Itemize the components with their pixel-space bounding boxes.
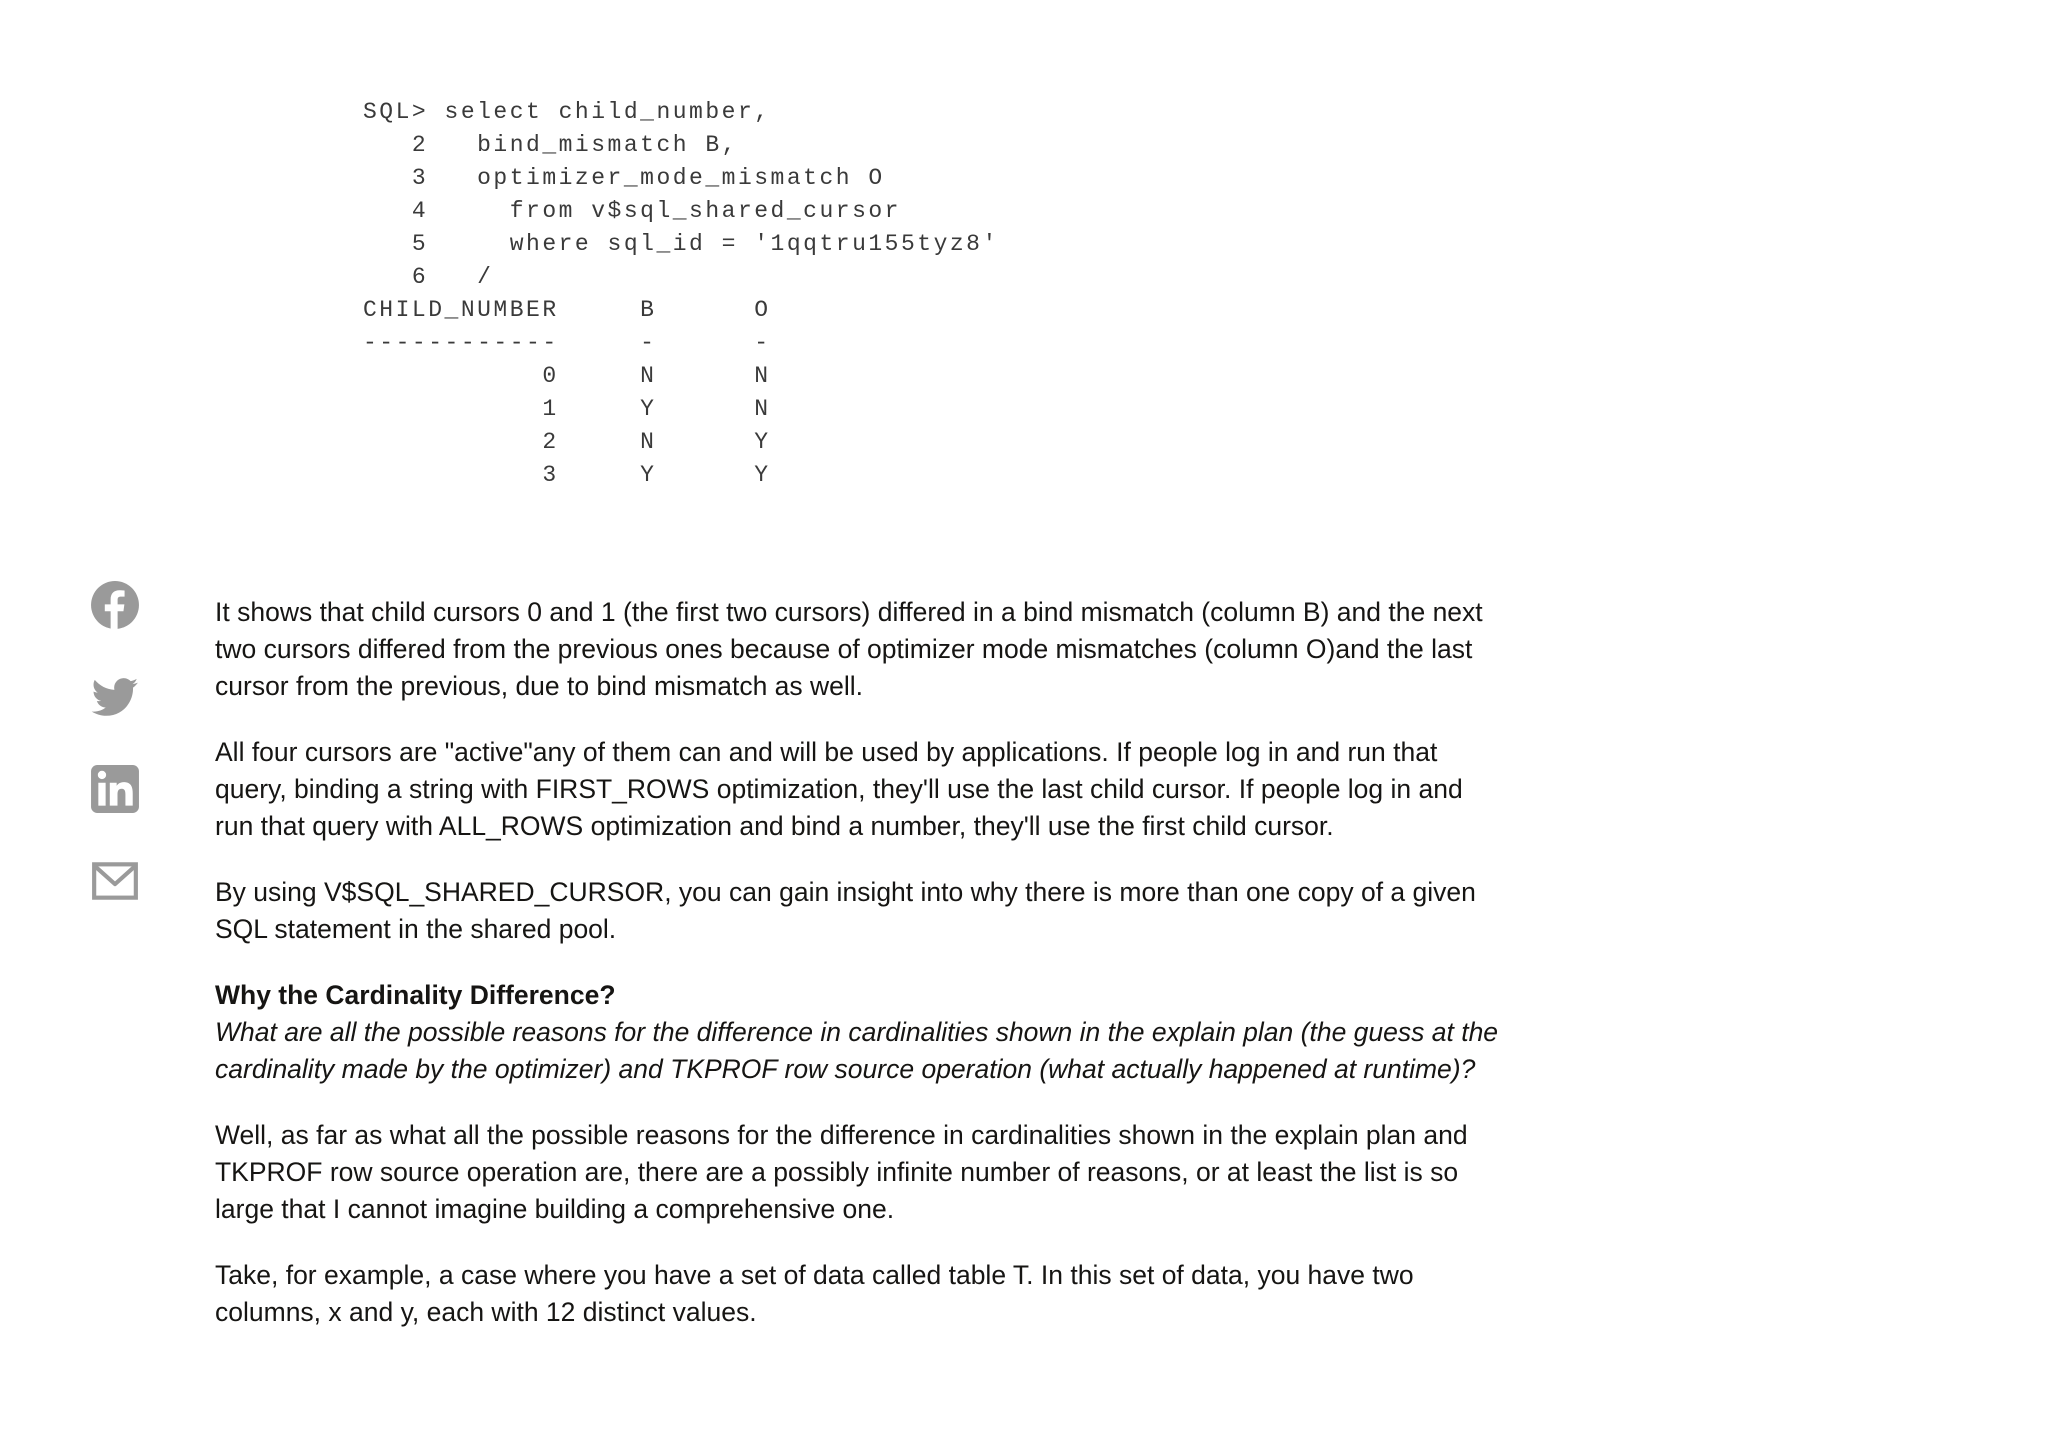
facebook-share-button[interactable] [90, 580, 140, 630]
paragraph: It shows that child cursors 0 and 1 (the first two cursors) differed in a bind mismatch (column B) and the next two cursors differed from the previous ones because of optimizer mode mismatches (column O)and the last cursor from the previous, due to bind mismatch as well. [215, 597, 1483, 701]
paragraph: Take, for example, a case where you have a set of data called table T. In this set of data, you have two columns, x and y, each with 12 distinct values. [215, 1260, 1414, 1327]
code-line: SQL> select child_number, [363, 99, 771, 125]
question-text: What are all the possible reasons for the difference in cardinalities shown in the explain plan (the guess at the cardinality made by the optimizer) and TKPROF row source operation (what actually happened at runtime)? [215, 1017, 1499, 1084]
code-line: 0 N N [363, 363, 771, 389]
code-line: 2 N Y [363, 429, 771, 455]
twitter-share-button[interactable] [90, 672, 140, 722]
facebook-icon [90, 580, 140, 630]
twitter-icon [90, 672, 140, 722]
paragraph: Well, as far as what all the possible reasons for the difference in cardinalities shown in the explain plan and TKPROF row source operation are, there are a possibly infinite number of reasons, or at least the list is so large that I cannot imagine building a comprehensive one. [215, 1120, 1468, 1224]
article-body [215, 594, 1505, 1360]
paragraph: By using V$SQL_SHARED_CURSOR, you can gain insight into why there is more than one copy of a given SQL statement in the shared pool. [215, 877, 1476, 944]
code-line: 1 Y N [363, 396, 771, 422]
social-share-bar [90, 580, 140, 948]
code-line: ------------ - - [363, 330, 771, 356]
code-line: 2 bind_mismatch B, [363, 132, 738, 158]
email-icon [90, 856, 140, 906]
paragraph: All four cursors are "active"any of them can and will be used by applications. If people log in and run that query, binding a string with FIRST_ROWS optimization, they'll use the last child cursor. If people log in and run that query with ALL_ROWS optimization and bind a number, they'll use the first child cursor. [215, 737, 1463, 841]
code-line: 3 Y Y [363, 462, 771, 488]
linkedin-share-button[interactable] [90, 764, 140, 814]
code-line: CHILD_NUMBER B O [363, 297, 771, 323]
sql-code-block [363, 96, 999, 492]
code-line: 4 from v$sql_shared_cursor [363, 198, 901, 224]
section-heading: Why the Cardinality Difference? [215, 980, 616, 1010]
code-line: 6 / [363, 264, 494, 290]
email-share-button[interactable] [90, 856, 140, 906]
qa-section [215, 977, 1505, 1088]
code-line: 5 where sql_id = '1qqtru155tyz8' [363, 231, 999, 257]
code-line: 3 optimizer_mode_mismatch O [363, 165, 885, 191]
linkedin-icon [90, 764, 140, 814]
